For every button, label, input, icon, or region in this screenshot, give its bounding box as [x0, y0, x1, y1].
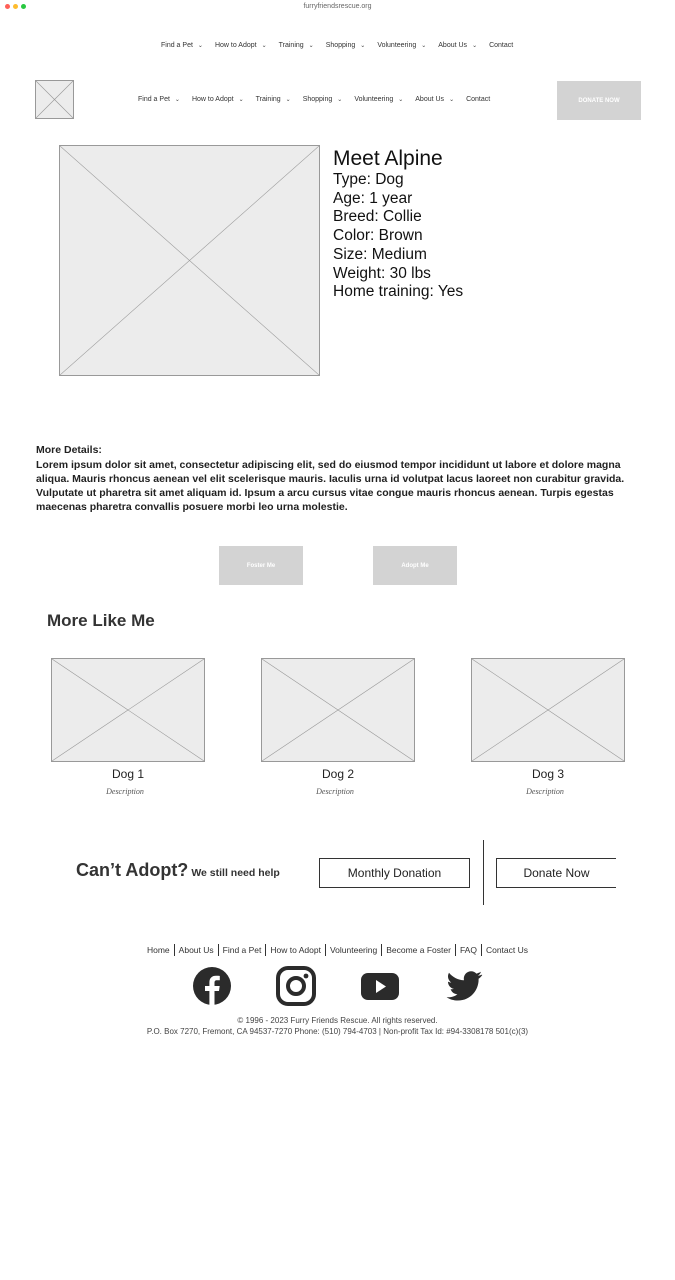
- footer-link-find-a-pet[interactable]: Find a Pet: [219, 944, 267, 956]
- chevron-down-icon: ⌄: [261, 43, 267, 49]
- top-nav-item-contact[interactable]: Contact: [489, 42, 514, 49]
- dog-card-3-name[interactable]: Dog 3: [531, 767, 565, 781]
- pet-home-training: Home training: Yes: [333, 283, 464, 301]
- top-nav-item-volunteering[interactable]: Volunteering ⌄: [377, 42, 427, 49]
- pet-age: Age: 1 year: [333, 189, 413, 207]
- footer-link-contact-us[interactable]: Contact Us: [485, 945, 529, 955]
- pet-size: Size: Medium: [333, 245, 427, 263]
- footer-link-volunteering[interactable]: Volunteering: [326, 944, 382, 956]
- nav-item-training[interactable]: Training ⌄: [255, 96, 291, 103]
- footer-link-about-us[interactable]: About Us: [175, 944, 219, 956]
- dog-card-1-image[interactable]: [51, 658, 205, 762]
- monthly-donation-button[interactable]: Monthly Donation: [319, 858, 470, 888]
- foster-me-button[interactable]: Foster Me: [219, 546, 303, 585]
- footer-link-become-a-foster[interactable]: Become a Foster: [382, 944, 456, 956]
- pet-weight: Weight: 30 lbs: [333, 264, 431, 282]
- footer-link-how-to-adopt[interactable]: How to Adopt: [266, 944, 326, 956]
- dog-card-1-description: Description: [106, 787, 144, 796]
- dog-card-2-name[interactable]: Dog 2: [321, 767, 355, 781]
- footer-link-faq[interactable]: FAQ: [456, 944, 482, 956]
- dog-card-1-name[interactable]: Dog 1: [111, 767, 145, 781]
- pet-breed: Breed: Collie: [333, 208, 422, 226]
- footer-links: [0, 944, 675, 956]
- chevron-down-icon: ⌄: [285, 97, 291, 103]
- chevron-down-icon: ⌄: [421, 43, 427, 49]
- cant-adopt-heading: [76, 860, 280, 881]
- copyright-text: © 1996 - 2023 Furry Friends Rescue. All rights reserved.: [237, 1016, 438, 1025]
- pet-name-heading: Meet Alpine: [333, 147, 443, 170]
- twitter-icon[interactable]: [444, 966, 484, 1006]
- dog-card-3-description: Description: [526, 787, 564, 796]
- more-like-me-heading: More Like Me: [47, 611, 155, 630]
- donate-now-header-button[interactable]: DONATE NOW: [557, 81, 641, 120]
- chevron-down-icon: ⌄: [308, 43, 314, 49]
- youtube-icon[interactable]: [360, 966, 400, 1006]
- nav-item-about-us[interactable]: About Us ⌄: [415, 96, 455, 103]
- main-nav: [138, 96, 490, 103]
- pet-type: Type: Dog: [333, 171, 404, 188]
- top-nav: [161, 42, 513, 49]
- top-nav-item-about-us[interactable]: About Us ⌄: [438, 42, 478, 49]
- chevron-down-icon: ⌄: [337, 97, 343, 103]
- cta-divider: [483, 840, 484, 905]
- nav-item-contact[interactable]: Contact: [466, 96, 491, 103]
- chevron-down-icon: ⌄: [472, 43, 478, 49]
- chevron-down-icon: ⌄: [398, 97, 404, 103]
- dog-card-2-image[interactable]: [261, 658, 415, 762]
- dog-card-2-description: Description: [316, 787, 354, 796]
- nav-item-how-to-adopt[interactable]: How to Adopt ⌄: [191, 96, 244, 103]
- top-nav-item-shopping[interactable]: Shopping ⌄: [325, 42, 366, 49]
- more-details-text: Lorem ipsum dolor sit amet, consectetur adipiscing elit, sed do eiusmod tempor incididunt ut labore et dolore magna aliqua. Mauris rhoncus aenean vel elit scelerisque mauris. Iaculis urna id volutpat lacus laoreet non curabitur gravida. Vulputate ut pharetra sit amet aliquam id. Ipsum a arcu cursus vitae congue mauris rhoncus aenean. Turpis egestas maecenas pharetra convallis posuere morbi leo urna molestie.: [36, 459, 625, 513]
- cant-adopt-title: Can’t Adopt?: [76, 860, 189, 880]
- nav-item-shopping[interactable]: Shopping ⌄: [302, 96, 343, 103]
- address-bar-url[interactable]: furryfriendsrescue.org: [303, 3, 372, 10]
- top-nav-item-how-to-adopt[interactable]: How to Adopt ⌄: [214, 42, 267, 49]
- cant-adopt-subtitle: We still need help: [191, 867, 280, 879]
- logo-placeholder[interactable]: [35, 80, 74, 119]
- chevron-down-icon: ⌄: [360, 43, 366, 49]
- more-details-label: More Details:: [36, 444, 102, 456]
- chevron-down-icon: ⌄: [174, 97, 180, 103]
- nav-item-find-a-pet[interactable]: Find a Pet ⌄: [138, 96, 180, 103]
- nav-item-volunteering[interactable]: Volunteering ⌄: [354, 96, 404, 103]
- chevron-down-icon: ⌄: [238, 97, 244, 103]
- pet-info: [333, 146, 463, 302]
- dog-card-3-image[interactable]: [471, 658, 625, 762]
- pet-photo-placeholder: [59, 145, 320, 376]
- donate-now-button[interactable]: Donate Now: [496, 858, 616, 888]
- chevron-down-icon: ⌄: [197, 43, 203, 49]
- facebook-icon[interactable]: [192, 966, 232, 1006]
- top-nav-item-training[interactable]: Training ⌄: [278, 42, 314, 49]
- chevron-down-icon: ⌄: [449, 97, 455, 103]
- adopt-me-button[interactable]: Adopt Me: [373, 546, 457, 585]
- address-text: P.O. Box 7270, Fremont, CA 94537-7270 Phone: (510) 794-4703 | Non-profit Tax Id: #94-3308178 501(c)(3): [146, 1027, 529, 1036]
- footer-link-home[interactable]: Home: [143, 944, 175, 956]
- instagram-icon[interactable]: [276, 966, 316, 1006]
- top-nav-item-find-a-pet[interactable]: Find a Pet ⌄: [161, 42, 203, 49]
- pet-color: Color: Brown: [333, 227, 423, 245]
